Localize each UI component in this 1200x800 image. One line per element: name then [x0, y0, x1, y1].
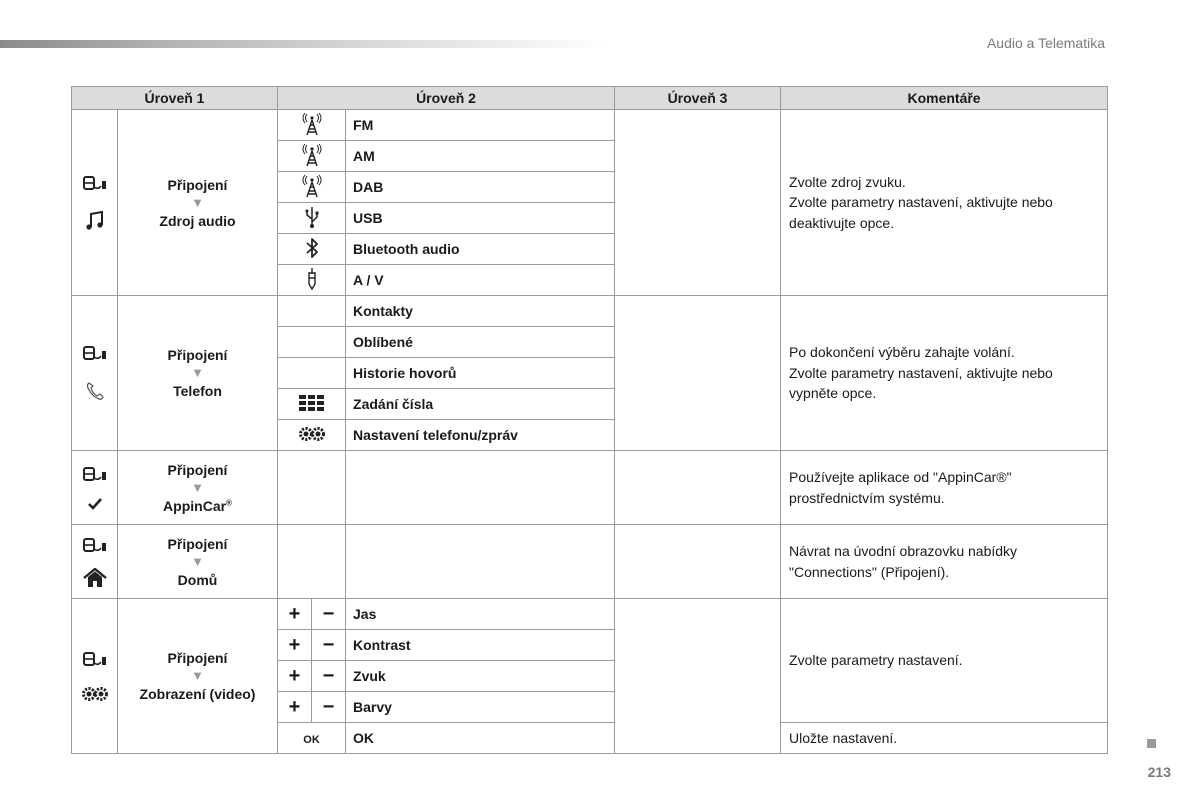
level1-top-label: Připojení — [167, 347, 228, 363]
comment-line: Zvolte zdroj zvuku. — [789, 173, 906, 190]
table-row — [72, 599, 1108, 630]
comment-line: Zvolte parametry nastavení, aktivujte nebo — [789, 194, 1053, 211]
connect-icon — [82, 465, 108, 483]
comment-cell — [781, 451, 1108, 525]
radio-antenna-icon — [301, 112, 323, 136]
level2-item[interactable]: Historie hovorů — [346, 358, 615, 389]
table-row — [72, 451, 1108, 525]
comment-line: Návrat na úvodní obrazovku nabídky — [789, 543, 1018, 559]
column-header-level2: Úroveň 2 — [278, 87, 615, 110]
comment-line: deaktivujte opce. — [789, 214, 895, 231]
level1-top-label: Připojení — [167, 176, 228, 193]
level2-icon-cell — [278, 172, 346, 203]
radio-antenna-icon — [301, 143, 323, 167]
level2-item[interactable]: FM — [346, 110, 615, 141]
jack-icon — [307, 267, 317, 291]
level2-icon-cell — [278, 420, 346, 451]
level2-item[interactable]: Barvy — [346, 692, 615, 723]
level1-icons — [72, 451, 118, 525]
level2-icon-cell — [278, 525, 346, 599]
comment-cell: Uložte nastavení. — [781, 723, 1108, 754]
comment-line: Používejte aplikace od "AppinCar®" — [789, 469, 1012, 485]
arrow-down-icon: ▼ — [191, 668, 204, 683]
music-note-icon — [84, 210, 106, 232]
phone-icon — [84, 380, 106, 402]
level1-bottom-label: AppinCar® — [163, 497, 232, 514]
level2-item[interactable]: DAB — [346, 172, 615, 203]
level3-cell — [615, 525, 781, 599]
level2-icon-cell — [278, 296, 346, 327]
table-row — [72, 110, 1108, 141]
comment-line: "Connections" (Připojení). — [789, 563, 950, 580]
level3-cell — [615, 296, 781, 451]
home-icon — [83, 568, 107, 588]
level2-icon-cell — [278, 723, 346, 754]
level2-item[interactable]: Oblíbené — [346, 327, 615, 358]
level2-icon-cell — [278, 110, 346, 141]
level2-icon-cell — [278, 327, 346, 358]
level2-icon-cell — [278, 389, 346, 420]
level2-item-empty — [346, 525, 615, 599]
level3-cell — [615, 599, 781, 754]
section-title: Audio a Telematika — [986, 35, 1105, 51]
ok-icon: OK — [303, 734, 320, 746]
comment-line: vypněte opce. — [789, 385, 877, 402]
level2-icon-cell — [278, 141, 346, 172]
table-header-row — [72, 87, 1108, 110]
table-row — [72, 525, 1108, 599]
level2-item[interactable]: A / V — [346, 265, 615, 296]
level2-icon-cell — [278, 630, 346, 661]
column-header-level1: Úroveň 1 — [72, 87, 278, 110]
page-marker — [1147, 739, 1156, 748]
header-gradient-bar — [0, 40, 610, 48]
column-header-level3: Úroveň 3 — [615, 87, 781, 110]
level1-icons — [72, 296, 118, 451]
comment-line: Zvolte parametry nastavení, aktivujte nebo — [789, 364, 1053, 381]
level1-bottom-label: Telefon — [173, 383, 222, 399]
level1-label-cell — [118, 599, 278, 754]
arrow-down-icon: ▼ — [191, 194, 204, 210]
level2-icon-cell — [278, 451, 346, 525]
comment-cell — [781, 110, 1108, 296]
level1-label-cell — [118, 110, 278, 296]
plus-button[interactable]: + — [288, 664, 301, 687]
level1-icons — [72, 110, 118, 296]
settings-gears-icon — [81, 686, 109, 702]
plus-button[interactable]: + — [288, 695, 301, 718]
menu-structure-table — [71, 86, 1108, 754]
connect-icon — [82, 344, 108, 362]
level2-item[interactable]: AM — [346, 141, 615, 172]
minus-button[interactable]: − — [322, 633, 335, 656]
level2-item[interactable]: Zadání čísla — [346, 389, 615, 420]
level2-icon-cell — [278, 692, 346, 723]
level1-label-cell — [118, 525, 278, 599]
table-row — [72, 296, 1108, 327]
minus-button[interactable]: − — [322, 602, 335, 625]
level2-icon-cell — [278, 661, 346, 692]
usb-icon — [304, 205, 320, 229]
arrow-down-icon: ▼ — [191, 553, 204, 569]
level2-item[interactable]: Nastavení telefonu/zpráv — [346, 420, 615, 451]
keypad-icon — [299, 395, 325, 411]
connect-icon — [82, 536, 108, 554]
level2-item-empty — [346, 451, 615, 525]
level2-item[interactable]: Zvuk — [346, 661, 615, 692]
level2-icon-cell — [278, 358, 346, 389]
level2-icon-cell — [278, 203, 346, 234]
bluetooth-icon — [305, 237, 319, 259]
level2-item[interactable]: Bluetooth audio — [346, 234, 615, 265]
connect-icon — [82, 174, 108, 192]
comment-line: prostřednictvím systému. — [789, 489, 945, 506]
level2-icon-cell — [278, 599, 346, 630]
minus-button[interactable]: − — [322, 695, 335, 718]
level1-icons — [72, 599, 118, 754]
level1-top-label: Připojení — [167, 461, 228, 478]
level2-item[interactable]: Jas — [346, 599, 615, 630]
level2-item-ok[interactable]: OK — [346, 723, 615, 754]
level1-bottom-label: Domů — [177, 571, 218, 588]
minus-button[interactable]: − — [322, 664, 335, 687]
level1-icons — [72, 525, 118, 599]
page-number: 213 — [1147, 764, 1171, 780]
comment-cell — [781, 296, 1108, 451]
level3-cell — [615, 451, 781, 525]
level1-label-cell — [118, 451, 278, 525]
level2-item[interactable]: USB — [346, 203, 615, 234]
level2-item[interactable]: Kontrast — [346, 630, 615, 661]
check-icon — [87, 497, 103, 511]
level2-item[interactable]: Kontakty — [346, 296, 615, 327]
level2-icon-cell — [278, 234, 346, 265]
arrow-down-icon: ▼ — [191, 479, 204, 495]
level1-top-label: Připojení — [167, 535, 228, 552]
comment-cell — [781, 525, 1108, 599]
level1-bottom-label: Zobrazení (video) — [139, 686, 256, 702]
settings-gears-icon — [298, 426, 326, 442]
arrow-down-icon: ▼ — [191, 365, 204, 380]
plus-button[interactable]: + — [288, 602, 301, 625]
level2-icon-cell — [278, 265, 346, 296]
level1-bottom-label: Zdroj audio — [159, 212, 236, 229]
radio-antenna-icon — [301, 174, 323, 198]
level3-cell — [615, 110, 781, 296]
comment-line: Zvolte parametry nastavení. — [789, 652, 963, 669]
connect-icon — [82, 650, 108, 668]
plus-button[interactable]: + — [288, 633, 301, 656]
comment-line: Po dokončení výběru zahajte volání. — [789, 344, 1015, 361]
comment-cell — [781, 599, 1108, 723]
column-header-comments: Komentáře — [781, 87, 1108, 110]
level1-top-label: Připojení — [167, 650, 228, 666]
level1-label-cell — [118, 296, 278, 451]
